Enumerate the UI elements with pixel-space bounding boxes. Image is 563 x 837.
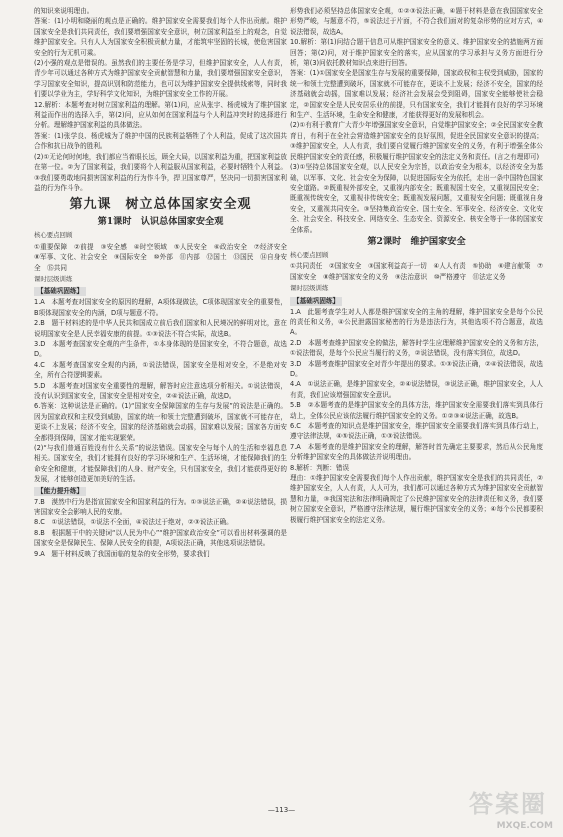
paragraph: 理由：①维护国家安全需要我们每个人作出贡献，维护国家安全是我们的共同责任，②维护国家安全，人人有责，人人可为，我们都可以通过各种方式为维护国家安全贡献智慧和力量，③我国宪法和法律明确规定了公民维护国家安全的法律责任和义务，我们要树立国家安全意识，严格遵守法律法规，履行维护国家安全的义务；④每个公民都要积极履行维护国家安全的法定义务。 <box>290 474 543 524</box>
paragraph: (2)“与我们普通百姓没有什么关系”的说法错误。国家安全与每个人的生活和幸福息息相关。国家安全，我们才能拥有良好的学习环境和生产、生活环境，才能保障我们的生命安全和健康，才能保障我们的人身、财产安全，只有国家安全，我们才能获得更好的发展，才能够创造更加美好的生活。 <box>34 444 287 484</box>
paragraph: (2)①有利于教育广大青少年增强国家安全意识，自觉维护国家安全；②全民国家安全教育日，有利于在全社会营造维护国家安全的良好氛围，促进全民国家安全意识的提高；③维护国家安全，人人有责，我们要自觉履行维护国家安全的义务，有利于增强全体公民维护国家安全的责任感，积极履行维护国家安全的法定义务和责任。(言之有理即可) <box>290 121 543 161</box>
watermark-cn: 答案圈 <box>469 789 547 818</box>
paragraph: 3.D 本题考查国家安全观的产生条件，①本身体现的是国家安全，不符合题意，故选D。 <box>34 339 287 359</box>
lesson-title: 第九课 树立总体国家安全观 <box>69 197 252 213</box>
paragraph: 3.D 本题考查维护国家安全对青少年提出的要求。①③说法正确，②④说法错误，故选D。 <box>290 359 543 378</box>
watermark-url: MXQE.COM <box>496 821 553 831</box>
page-number: —113— <box>267 806 296 814</box>
paragraph: 形势我们必须坚持总体国家安全观，①②③说法正确，④题干材料是意在我国国家安全形势严峻，与题意不符，⑤说法过于片面，不符合我们面对的复杂形势的应对方式，④说法错误，故选A。 <box>290 7 543 36</box>
section-bar-wrap <box>34 285 287 297</box>
section-bar-wrap <box>290 295 543 307</box>
lesson-subtitle: 第2课时 维护国家安全 <box>367 235 466 247</box>
paragraph: (2)①无论何时何地，我们都应当着眼长远，顾全大局，以国家利益为重，把国家利益放在第一位。②为了国家利益，我们要将个人利益服从国家利益，必要时牺牲个人利益。③我们要勇敢地同损害国家利益的行为作斗争，捍卫国家尊严，坚决同一切损害国家利益的行为作斗争。 <box>34 152 287 192</box>
paragraph: 6.C 本题考查的知识点是维护国家安全，维护国家安全需要我们落实到具体行动上，遵守法律法规，④⑤说法正确，①③说法错误。 <box>290 422 543 441</box>
subsection-label: 课时层级训练 <box>34 274 73 283</box>
section-heading: 【能力提升练】 <box>34 487 86 496</box>
paragraph: 7.A 本题考查的是维护国家安全的理解，解答时首先确定主要要求，然后从公民角度分析维护国家安全的具体做法并说明理由。 <box>290 442 543 462</box>
paragraph: 4.A ①说法正确，是维护国家安全，②④说法错误，③说法正确，维护国家安全，人人有责，我们应该增强国家安全意识。 <box>290 380 543 399</box>
paragraph: 7.B 漠然中行为是指宣国家安全和国家利益的行为。①③说法正确，②④说法错误，损害国家安全会影响人民的安康。 <box>34 497 287 517</box>
paragraph: 答案：(1)①国家安全是国家生存与发展的重要保障，国家政权和主权受到威胁，国家的统一和领土完整遭到破坏，国家就不可能存在，更谈不上发展；经济不安全，国家的经济基础就会动摇，国家难以发展；经济社会发展会受到阻碍，国家安全能够使社会稳定，②国家安全是人民安居乐业的前提，只有国家安全，我们才能拥有良好的学习环境和生产、生活环境，生命安全和健康，才能获得更好的发展和机会。 <box>290 69 543 120</box>
subsection-label: 核心要点回顾 <box>290 250 329 259</box>
paragraph: 答案：(1)小明和晓丽的观点是正确的。维护国家安全需要我们每个人作出贡献。维护国家安全是我们共同责任，我们要增强国家安全意识，树立国家利益至上的观念，自觉维护国家安全。只有人人为国家安全积极贡献力量，才能筑牢坚固的长城，使危害国家安全的行为无机可乘。 <box>34 17 287 57</box>
paragraph: 1.A 此题考查学生对人人都是维护国家安全的主角的理解，维护国家安全是每个公民的责任和义务，④公民泄露国家秘密的行为是违法行为，其他选项不符合题意，故选A。 <box>290 307 543 337</box>
paragraph: 8.解析：判断：错误 <box>290 463 350 472</box>
paragraph: 6.答案：这种说法是正确的。(1)“国家安全保障国家的生存与发展”的说法是正确的。因为国家政权和主权受到威胁，国家的统一和领土完整遭到破坏，国家就不可能存在，更谈不上发展；经济不安全，国家的经济基础就会动摇，国家难以发展；国家各方面安全都得到保障，国家才能实现繁荣。 <box>34 402 287 442</box>
paragraph: 8.B 根据题干中的关键词“以人民为中心”“维护国家政治安全”可以看出材料强调的是国家安全是保障民生、保障人民安全的前提，A项说法正确，其他选项说法错误。 <box>34 528 287 548</box>
paragraph: 的知识来说明理由。 <box>34 7 94 15</box>
subsection-label: 课时层级训练 <box>290 284 329 293</box>
paragraph: (2)小强的观点是错误的。虽然我们的主要任务是学习，但维护国家安全，人人有责，青少年可以通过各种方式为维护国家安全贡献智慧和力量，我们要增强国家安全意识，学习国家安全知识，提高识别和防范能力，也可以为维护国家安全提供线索等，同时我们要以学业为主，学好科学文化知识，为维护国家安全工作的开展。 <box>34 59 287 99</box>
paragraph: 4.C 本题考查国家安全观的内涵，①说法错误，国家安全是相对安全，不是绝对安全，所有合符逻辑要素。 <box>34 360 287 380</box>
paragraph: (3)①坚持总体国家安全观，以人民安全为宗旨，以政治安全为根本，以经济安全为基础，以军事、文化、社会安全为保障，以促进国际安全为依托，走出一条中国特色国家安全道路。②既重视外部安全，又重视内部安全；既重视国土安全，又重视国民安全；既重视传统安全，又重视非传统安全；既重视发展问题，又重视安全问题；既重视自身安全，又重视共同安全。③坚持集政治安全、国土安全、军事安全、经济安全、文化安全、社会安全、科技安全、网络安全、生态安全、资源安全、核安全等于一体的国家安全体系。 <box>290 163 543 234</box>
paragraph: ①共同责任 ②国家安全 ③国家利益高于一切 ④人人有责 ⑤协助 ⑥建言献策 ⑦国家安全 ⑧维护国家安全的义务 ⑨法治意识 ⑩严格遵守 ⑪法定义务 <box>290 262 543 281</box>
paragraph: 1.A 本题考查对国家安全的原因的理解，A项体现做法，C项体现国家安全的重要性，B项体现国家安全的内涵，D项与题意不符。 <box>34 298 287 317</box>
section-heading: 【基础巩固练】 <box>290 297 342 306</box>
paragraph: 8.C ①说法错误，①说法不全面，④说法过于绝对，②③说法正确。 <box>34 518 233 527</box>
subsection-label: 核心要点回顾 <box>34 231 73 240</box>
paragraph: 5.B ②本题考查的是维护国家安全的具体方法，维护国家安全需要我们落实到具体行动上，全体公民应该依法履行维护国家安全的义务。①②③④说法正确，故选B。 <box>290 401 543 420</box>
paragraph: 12.解析：本题考查对树立国家利益的理解。第(1)问，应从张宇、杨虎城为了维护国家利益而作出的选择入手，第(2)问，应从如何在国家利益与个人利益冲突时的选择进行分析。理解维护国家利益的具体做法。 <box>34 100 287 130</box>
paragraph: 5.D 本题考查对国家安全重要性的理解，解答时应注意选项分析相关。①说法错误，没有认识到国家安全，国家安全是相对安全，②④说法正确，故选D。 <box>34 381 287 400</box>
paragraph: 答案：(1)张学良、杨虎城为了维护中国的民族利益牺牲了个人利益，促成了这次国共合作和抗日战争的胜利。 <box>34 131 287 151</box>
paragraph: 9.A 题干材料反映了我国面临的复杂的安全形势，要求我们 <box>34 549 210 558</box>
lesson-subtitle: 第1课时 认识总体国家安全观 <box>97 216 224 228</box>
section-heading: 【基础巩固练】 <box>34 287 86 296</box>
paragraph: 2.D 本题考查维护国家安全的做法，解答时学生应理解维护国家安全的义务和方法，①说法错误，是每个公民应当履行的义务，②说法错误，没有落实到位，故选D。 <box>290 338 543 358</box>
section-bar-wrap <box>34 485 287 497</box>
right-column <box>290 6 543 804</box>
paragraph: 2.B 题干材料述的是中华人民共和国成立前后我们国家和人民境况的鲜明对比，意在说明国家安全是人民幸福安康的前提。①③说法不符合实际，故选B。 <box>34 319 287 338</box>
paragraph: 10.解析：第(1)问结合题干信息可从维护国家安全的意义、维护国家安全的措施两方面回答；第(2)问，对于维护国家安全的落实，应从国家的学习承担与义务方面进行分析，第(3)问依托教材知识点来进行回答。 <box>290 38 543 68</box>
watermark-logo <box>433 781 553 833</box>
left-column <box>34 6 294 804</box>
paragraph: ①重要保障 ②前提 ③安全感 ④时空领域 ⑤人民安全 ⑥政治安全 ⑦经济安全 ⑧军事、文化、社会安全 ⑨国际安全 ⑩外部 ⑪内部 ⑫国土 ⑬国民 ⑭自身安全 ⑮共同 <box>34 242 294 272</box>
